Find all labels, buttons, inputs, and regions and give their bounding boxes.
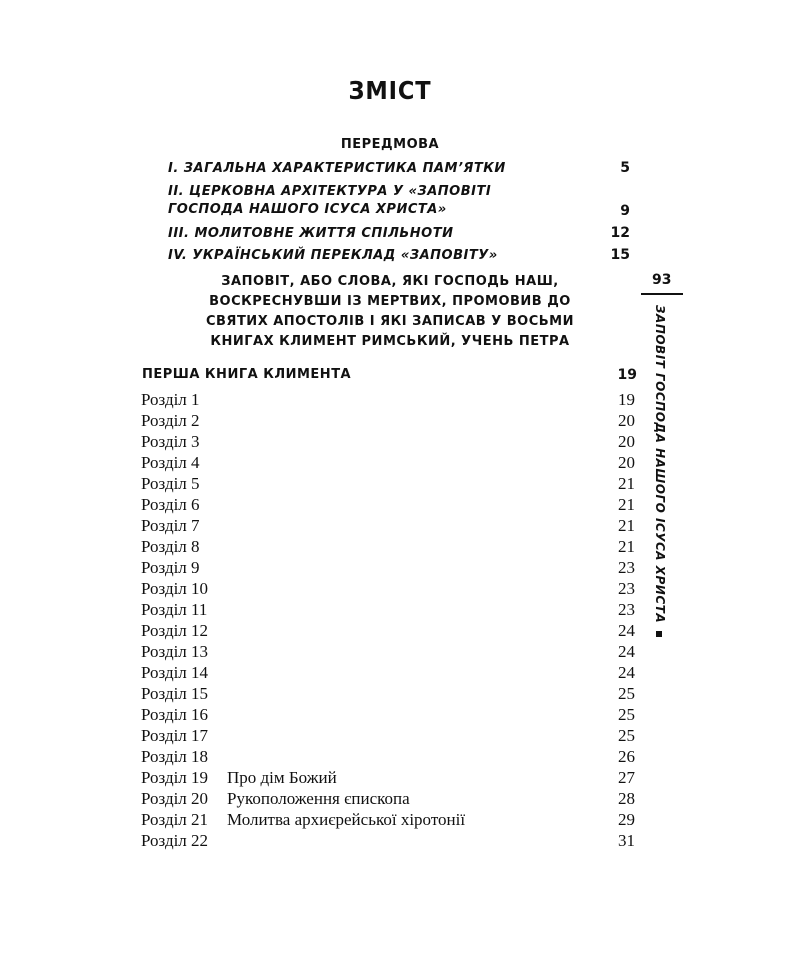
chapter-page: 23 <box>618 600 635 619</box>
chapter-page: 25 <box>618 705 635 724</box>
chapter-label: Розділ 17 <box>141 726 209 745</box>
square-bullet-icon <box>657 631 663 637</box>
preface-item-4-page: 15 <box>610 247 630 263</box>
chapter-row <box>141 536 635 557</box>
chapter-row <box>141 494 635 515</box>
chapter-page: 24 <box>618 621 635 640</box>
chapter-label: Розділ 4 <box>141 453 200 472</box>
chapter-row <box>141 704 635 725</box>
chapter-label: Розділ 18 <box>141 747 209 766</box>
chapter-label: Розділ 19 <box>141 768 209 787</box>
preface-item-1 <box>168 160 506 178</box>
chapter-row <box>141 473 635 494</box>
chapter-row <box>141 641 635 662</box>
chapter-row <box>141 515 635 536</box>
chapter-label: Розділ 7 <box>141 516 200 535</box>
chapter-page: 20 <box>618 453 635 472</box>
preface-item-3-text: III. МОЛИТОВНЕ ЖИТТЯ СПІЛЬНОТИ <box>168 226 454 241</box>
chapter-label: Розділ 14 <box>141 663 209 682</box>
preface-item-1-page: 5 <box>620 160 630 176</box>
chapter-page: 26 <box>618 747 635 766</box>
chapter-row <box>141 410 635 431</box>
chapter-label: Розділ 3 <box>141 432 200 451</box>
page-number-rule <box>641 293 683 295</box>
chapter-page: 27 <box>618 768 635 787</box>
chapter-row <box>141 452 635 473</box>
chapter-label: Розділ 12 <box>141 621 209 640</box>
chapter-row <box>141 830 635 851</box>
page-title: ЗМІСТ <box>348 76 432 105</box>
chapter-page: 21 <box>618 474 635 493</box>
chapter-title: Рукоположення єпископа <box>227 789 410 808</box>
chapter-page: 19 <box>618 390 635 409</box>
chapter-page: 28 <box>618 789 635 808</box>
chapter-page: 21 <box>618 495 635 514</box>
chapter-row <box>141 557 635 578</box>
preface-item-2-line-1: II. ЦЕРКОВНА АРХІТЕКТУРА У «ЗАПОВІТІ <box>168 184 492 199</box>
running-head <box>650 305 670 645</box>
chapter-row <box>141 767 635 788</box>
chapter-row <box>141 620 635 641</box>
chapter-row <box>141 599 635 620</box>
chapter-page: 24 <box>618 663 635 682</box>
chapter-label: Розділ 11 <box>141 600 208 619</box>
preface-item-4-text: IV. УКРАЇНСЬКИЙ ПЕРЕКЛАД «ЗАПОВІТУ» <box>168 248 498 263</box>
chapter-row <box>141 431 635 452</box>
chapter-title: Про дім Божий <box>227 768 337 787</box>
chapter-row <box>141 389 635 410</box>
chapter-label: Розділ 8 <box>141 537 200 556</box>
chapter-row <box>141 809 635 830</box>
chapter-row <box>141 725 635 746</box>
chapter-row <box>141 683 635 704</box>
chapter-page: 29 <box>618 810 635 829</box>
chapter-row <box>141 788 635 809</box>
preface-heading: ПЕРЕДМОВА <box>340 137 440 152</box>
chapter-page: 24 <box>618 642 635 661</box>
preface-item-1-text: I. ЗАГАЛЬНА ХАРАКТЕРИСТИКА ПАМ’ЯТКИ <box>168 161 506 176</box>
main-title <box>190 272 590 352</box>
main-title-line-1: ЗАПОВІТ, АБО СЛОВА, ЯКІ ГОСПОДЬ НАШ, <box>221 274 559 289</box>
chapter-page: 25 <box>618 684 635 703</box>
preface-item-2-line-2: ГОСПОДА НАШОГО ІСУСА ХРИСТА» <box>168 202 447 217</box>
chapter-label: Розділ 21 <box>141 810 209 829</box>
chapter-row <box>141 578 635 599</box>
chapter-label: Розділ 9 <box>141 558 200 577</box>
preface-item-4 <box>168 247 498 265</box>
chapter-page: 31 <box>618 831 635 850</box>
chapter-label: Розділ 1 <box>141 390 200 409</box>
chapter-label: Розділ 6 <box>141 495 200 514</box>
chapter-page: 21 <box>618 516 635 535</box>
book-heading: ПЕРША КНИГА КЛИМЕНТА <box>142 367 352 382</box>
chapter-label: Розділ 10 <box>141 579 209 598</box>
chapter-label: Розділ 16 <box>141 705 209 724</box>
chapter-label: Розділ 20 <box>141 789 209 808</box>
preface-item-3-page: 12 <box>610 225 630 241</box>
running-head-text: ЗАПОВІТ ГОСПОДА НАШОГО ІСУСА ХРИСТА <box>653 305 667 624</box>
chapter-label: Розділ 2 <box>141 411 200 430</box>
chapter-row <box>141 662 635 683</box>
chapter-list <box>141 389 635 851</box>
chapter-label: Розділ 22 <box>141 831 209 850</box>
main-title-line-4: КНИГАХ КЛИМЕНТ РИМСЬКИЙ, УЧЕНЬ ПЕТРА <box>210 334 570 349</box>
chapter-label: Розділ 15 <box>141 684 209 703</box>
preface-item-2 <box>168 183 491 219</box>
preface-item-3 <box>168 225 453 243</box>
chapter-page: 20 <box>618 432 635 451</box>
chapter-page: 23 <box>618 579 635 598</box>
chapter-page: 25 <box>618 726 635 745</box>
main-title-line-3: СВЯТИХ АПОСТОЛІВ І ЯКІ ЗАПИСАВ У ВОСЬМИ <box>205 314 574 329</box>
book-heading-row <box>142 367 637 387</box>
book-heading-page: 19 <box>617 367 637 383</box>
chapter-label: Розділ 5 <box>141 474 200 493</box>
page-number: 93 <box>652 272 672 288</box>
main-title-line-2: ВОСКРЕСНУВШИ ІЗ МЕРТВИХ, ПРОМОВИВ ДО <box>209 294 571 309</box>
chapter-page: 21 <box>618 537 635 556</box>
chapter-page: 23 <box>618 558 635 577</box>
chapter-label: Розділ 13 <box>141 642 209 661</box>
preface-item-2-page: 9 <box>620 203 630 219</box>
chapter-page: 20 <box>618 411 635 430</box>
chapter-row <box>141 746 635 767</box>
chapter-title: Молитва архиєрейської хіротонії <box>227 810 466 829</box>
